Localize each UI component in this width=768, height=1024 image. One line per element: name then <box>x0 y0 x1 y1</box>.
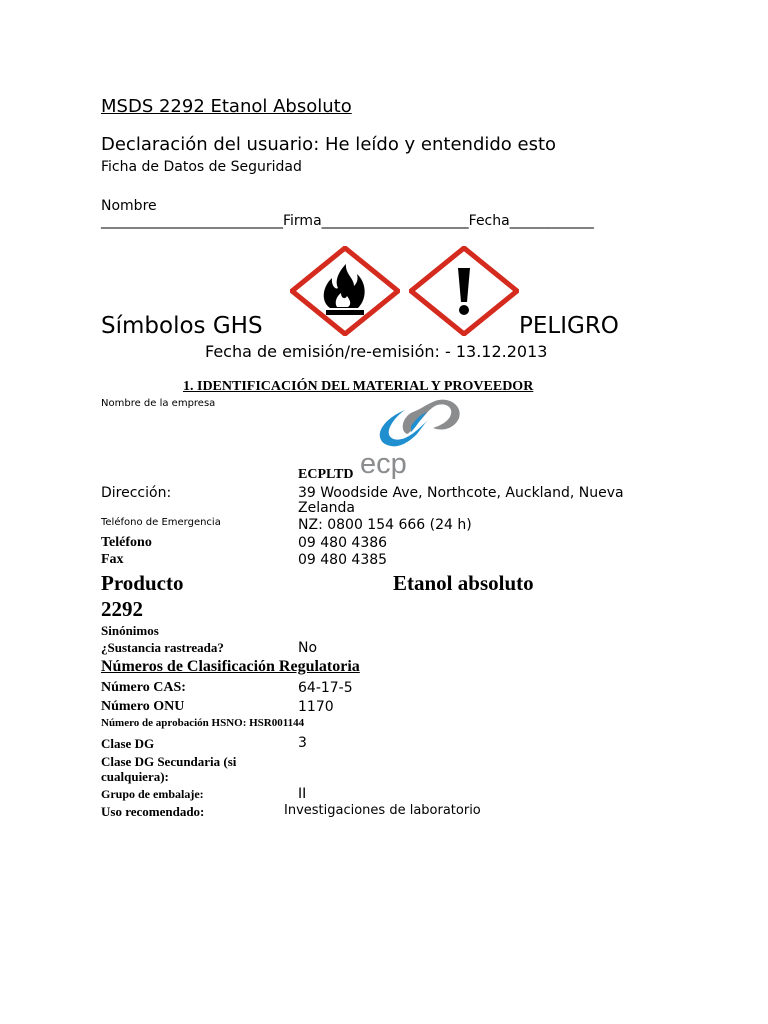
dg-secondary-label-cont: cualquiera): <box>101 769 169 784</box>
name-label: Nombre <box>101 198 157 214</box>
fax-value: 09 480 4385 <box>298 552 388 568</box>
regulatory-heading: Números de Clasificación Regulatoria <box>101 658 360 675</box>
issue-date: Fecha de emisión/re-emisión: - 13.12.2013 <box>205 342 548 361</box>
signature-line: __________________________Firma_____________________Fecha____________ <box>101 213 594 229</box>
packing-group-label: Grupo de embalaje: <box>101 787 204 801</box>
dg-class-label: Clase DG <box>101 736 155 751</box>
packing-group-value: II <box>298 786 307 802</box>
document-subtitle: Ficha de Datos de Seguridad <box>101 159 302 175</box>
ecp-logo <box>355 396 465 482</box>
fax-label: Fax <box>101 552 124 567</box>
hsno-approval: Número de aprobación HSNO: HSR001144 <box>101 717 305 729</box>
tracked-substance-label: ¿Sustancia rastreada? <box>101 640 224 655</box>
exclamation-mark-pictogram-icon <box>409 246 519 336</box>
dg-secondary-label: Clase DG Secundaria (si <box>101 754 237 769</box>
cas-value: 64-17-5 <box>298 680 353 696</box>
address-line-1: 39 Woodside Ave, Northcote, Auckland, Nueva <box>298 485 624 501</box>
company-name-label: Nombre de la empresa <box>101 398 216 409</box>
emergency-phone-label: Teléfono de Emergencia <box>101 517 221 528</box>
phone-label: Teléfono <box>101 535 152 550</box>
signal-word: PELIGRO <box>519 313 619 339</box>
address-line-2: Zelanda <box>298 500 356 516</box>
flame-pictogram-icon <box>290 246 400 336</box>
emergency-phone-value: NZ: 0800 154 666 (24 h) <box>298 517 472 533</box>
tracked-substance-value: No <box>298 640 318 656</box>
document-title: MSDS 2292 Etanol Absoluto <box>101 96 352 117</box>
un-number-label: Número ONU <box>101 699 185 714</box>
company-name: ECPLTD <box>298 467 354 482</box>
recommended-use-label: Uso recomendado: <box>101 804 205 819</box>
phone-value: 09 480 4386 <box>298 535 388 551</box>
address-label: Dirección: <box>101 485 172 501</box>
recommended-use-value: Investigaciones de laboratorio <box>284 803 481 818</box>
section-1-heading: 1. IDENTIFICACIÓN DEL MATERIAL Y PROVEEDOR <box>183 379 534 394</box>
dg-class-value: 3 <box>298 735 307 751</box>
product-label: Producto <box>101 571 184 595</box>
user-declaration: Declaración del usuario: He leído y entendido esto <box>101 134 557 155</box>
product-name: Etanol absoluto <box>393 571 534 595</box>
cas-label: Número CAS: <box>101 680 186 695</box>
ecp-logo-text: ecp <box>360 448 407 480</box>
product-code: 2292 <box>101 597 143 621</box>
synonyms-label: Sinónimos <box>101 623 159 638</box>
un-number-value: 1170 <box>298 699 334 715</box>
ghs-symbols-label: Símbolos GHS <box>101 313 263 339</box>
